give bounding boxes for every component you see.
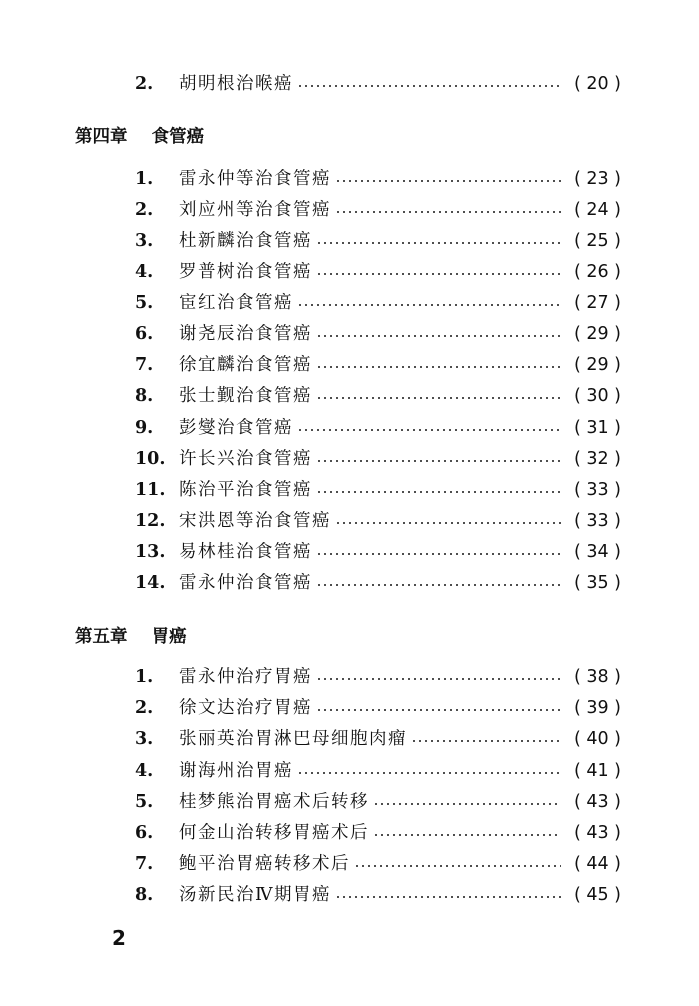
- entry-page: ( 34 ): [573, 542, 621, 562]
- entry-page: ( 41 ): [573, 761, 621, 781]
- dot-leader: [335, 180, 561, 182]
- entry-page: ( 23 ): [573, 169, 621, 189]
- chapter-number: 第四章: [75, 127, 128, 147]
- toc-entry[interactable]: [135, 195, 621, 225]
- entry-number: 14.: [135, 573, 166, 593]
- entry-number: 3.: [135, 231, 154, 251]
- entry-title: 张丽英治胃淋巴母细胞肉瘤: [179, 729, 407, 749]
- toc-entry[interactable]: [135, 662, 621, 692]
- dot-leader: [316, 335, 561, 337]
- entry-page: ( 20 ): [573, 74, 621, 94]
- chapter-number: 第五章: [75, 627, 128, 647]
- entry-number: 1.: [135, 169, 154, 189]
- toc-entry[interactable]: [135, 164, 621, 194]
- entry-page: ( 26 ): [573, 262, 621, 282]
- toc-entry[interactable]: [135, 350, 621, 380]
- entry-title: 雷永仲治食管癌: [179, 573, 312, 593]
- toc-entry[interactable]: [135, 756, 621, 786]
- toc-entry[interactable]: [135, 506, 621, 536]
- chapter-title: 食管癌: [151, 127, 205, 147]
- entry-title: 谢海州治胃癌: [179, 761, 293, 781]
- entry-title: 鲍平治胃癌转移术后: [179, 854, 350, 874]
- dot-leader: [335, 896, 561, 898]
- entry-title: 胡明根治喉癌: [179, 74, 293, 94]
- chapter-heading[interactable]: [75, 122, 204, 152]
- dot-leader: [316, 491, 561, 493]
- entry-number: 3.: [135, 729, 154, 749]
- toc-entry[interactable]: [135, 413, 621, 443]
- entry-number: 13.: [135, 542, 166, 562]
- toc-entry[interactable]: [135, 444, 621, 474]
- entry-number: 6.: [135, 324, 154, 344]
- entry-number: 4.: [135, 262, 154, 282]
- page-number: 2: [112, 926, 126, 950]
- toc-entry[interactable]: [135, 475, 621, 505]
- dot-leader: [373, 803, 561, 805]
- toc-entry[interactable]: [135, 288, 621, 318]
- entry-title: 张士觐治食管癌: [179, 386, 312, 406]
- dot-leader: [316, 678, 561, 680]
- entry-number: 8.: [135, 885, 154, 905]
- toc-entry[interactable]: [135, 880, 621, 910]
- entry-title: 杜新麟治食管癌: [179, 231, 312, 251]
- dot-leader: [316, 460, 561, 462]
- chapter-heading[interactable]: [75, 622, 187, 652]
- entry-title: 徐宜麟治食管癌: [179, 355, 312, 375]
- entry-title: 何金山治转移胃癌术后: [179, 823, 369, 843]
- entry-page: ( 29 ): [573, 355, 621, 375]
- entry-page: ( 35 ): [573, 573, 621, 593]
- entry-page: ( 30 ): [573, 386, 621, 406]
- toc-entry[interactable]: [135, 537, 621, 567]
- entry-number: 5.: [135, 792, 154, 812]
- entry-title: 雷永仲治疗胃癌: [179, 667, 312, 687]
- entry-page: ( 24 ): [573, 200, 621, 220]
- entry-number: 1.: [135, 667, 154, 687]
- dot-leader: [335, 211, 561, 213]
- entry-page: ( 40 ): [573, 729, 621, 749]
- entry-page: ( 27 ): [573, 293, 621, 313]
- entry-number: 12.: [135, 511, 166, 531]
- entry-title: 许长兴治食管癌: [179, 449, 312, 469]
- entry-number: 6.: [135, 823, 154, 843]
- toc-entry[interactable]: [135, 381, 621, 411]
- entry-title: 汤新民治Ⅳ期胃癌: [179, 885, 331, 905]
- toc-entry[interactable]: [135, 693, 621, 723]
- toc-entry[interactable]: [135, 226, 621, 256]
- entry-number: 2.: [135, 698, 154, 718]
- entry-page: ( 32 ): [573, 449, 621, 469]
- toc-entry[interactable]: [135, 69, 621, 99]
- toc-entry[interactable]: [135, 257, 621, 287]
- entry-title: 宋洪恩等治食管癌: [179, 511, 331, 531]
- dot-leader: [297, 429, 561, 431]
- entry-page: ( 33 ): [573, 480, 621, 500]
- entry-number: 10.: [135, 449, 166, 469]
- entry-title: 徐文达治疗胃癌: [179, 698, 312, 718]
- dot-leader: [411, 740, 561, 742]
- entry-number: 5.: [135, 293, 154, 313]
- dot-leader: [373, 834, 561, 836]
- entry-page: ( 29 ): [573, 324, 621, 344]
- entry-number: 8.: [135, 386, 154, 406]
- entry-number: 4.: [135, 761, 154, 781]
- dot-leader: [316, 242, 561, 244]
- entry-number: 7.: [135, 355, 154, 375]
- entry-page: ( 25 ): [573, 231, 621, 251]
- entry-page: ( 38 ): [573, 667, 621, 687]
- dot-leader: [316, 397, 561, 399]
- toc-entry[interactable]: [135, 787, 621, 817]
- dot-leader: [316, 273, 561, 275]
- dot-leader: [316, 584, 561, 586]
- entry-title: 宦红治食管癌: [179, 293, 293, 313]
- entry-page: ( 33 ): [573, 511, 621, 531]
- entry-number: 7.: [135, 854, 154, 874]
- entry-page: ( 44 ): [573, 854, 621, 874]
- entry-title: 罗普树治食管癌: [179, 262, 312, 282]
- entry-number: 9.: [135, 418, 154, 438]
- dot-leader: [316, 366, 561, 368]
- dot-leader: [297, 85, 561, 87]
- entry-page: ( 43 ): [573, 792, 621, 812]
- dot-leader: [297, 304, 561, 306]
- chapter-title: 胃癌: [151, 627, 187, 647]
- entry-number: 2.: [135, 74, 154, 94]
- dot-leader: [316, 553, 561, 555]
- entry-title: 易林桂治食管癌: [179, 542, 312, 562]
- entry-title: 彭燮治食管癌: [179, 418, 293, 438]
- toc-entry[interactable]: [135, 319, 621, 349]
- toc-entry[interactable]: [135, 849, 621, 879]
- entry-title: 桂梦熊治胃癌术后转移: [179, 792, 369, 812]
- entry-title: 雷永仲等治食管癌: [179, 169, 331, 189]
- toc-entry[interactable]: [135, 568, 621, 598]
- toc-entry[interactable]: [135, 818, 621, 848]
- entry-title: 谢尧辰治食管癌: [179, 324, 312, 344]
- entry-page: ( 39 ): [573, 698, 621, 718]
- entry-page: ( 31 ): [573, 418, 621, 438]
- entry-title: 陈治平治食管癌: [179, 480, 312, 500]
- dot-leader: [335, 522, 561, 524]
- dot-leader: [297, 772, 561, 774]
- entry-page: ( 45 ): [573, 885, 621, 905]
- toc-entry[interactable]: [135, 724, 621, 754]
- entry-page: ( 43 ): [573, 823, 621, 843]
- entry-title: 刘应州等治食管癌: [179, 200, 331, 220]
- entry-number: 11.: [135, 480, 166, 500]
- entry-number: 2.: [135, 200, 154, 220]
- dot-leader: [316, 709, 561, 711]
- dot-leader: [354, 865, 561, 867]
